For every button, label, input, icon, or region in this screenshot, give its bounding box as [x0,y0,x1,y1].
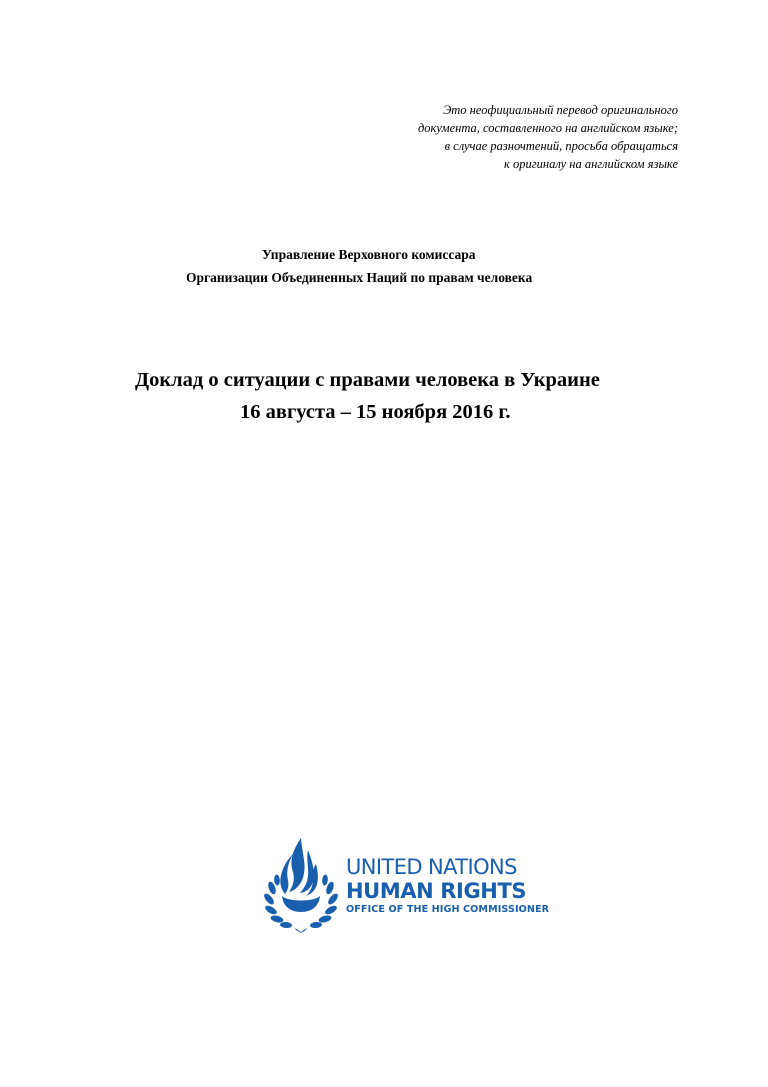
report-title-block [0,369,768,424]
disclaimer-line: к оригиналу на английском языке [504,157,678,171]
logo-office-high-commissioner: OFFICE OF THE HIGH COMMISSIONER [346,904,550,915]
report-period: 16 августа – 15 ноября 2016 г. [240,401,511,423]
disclaimer-line: в случае разночтений, просьба обращаться [444,139,678,153]
disclaimer-line: документа, составленного на английском языке; [417,121,678,135]
logo-wordmark [346,856,549,917]
disclaimer-line: Это неофициальный перевод оригинального [443,103,678,117]
logo-united-nations: UNITED NATIONS [346,855,517,879]
human-rights-emblem-icon [262,836,340,934]
translation-disclaimer [318,101,678,173]
organization-line-1: Управление Верховного комиссара [262,247,476,262]
organization-heading [0,247,768,286]
organization-line-2: Организации Объединенных Наций по правам человека [186,270,533,285]
ohchr-logo [262,836,550,936]
report-title: Доклад о ситуации с правами человека в Украине [135,369,600,391]
logo-human-rights: HUMAN RIGHTS [346,879,527,903]
